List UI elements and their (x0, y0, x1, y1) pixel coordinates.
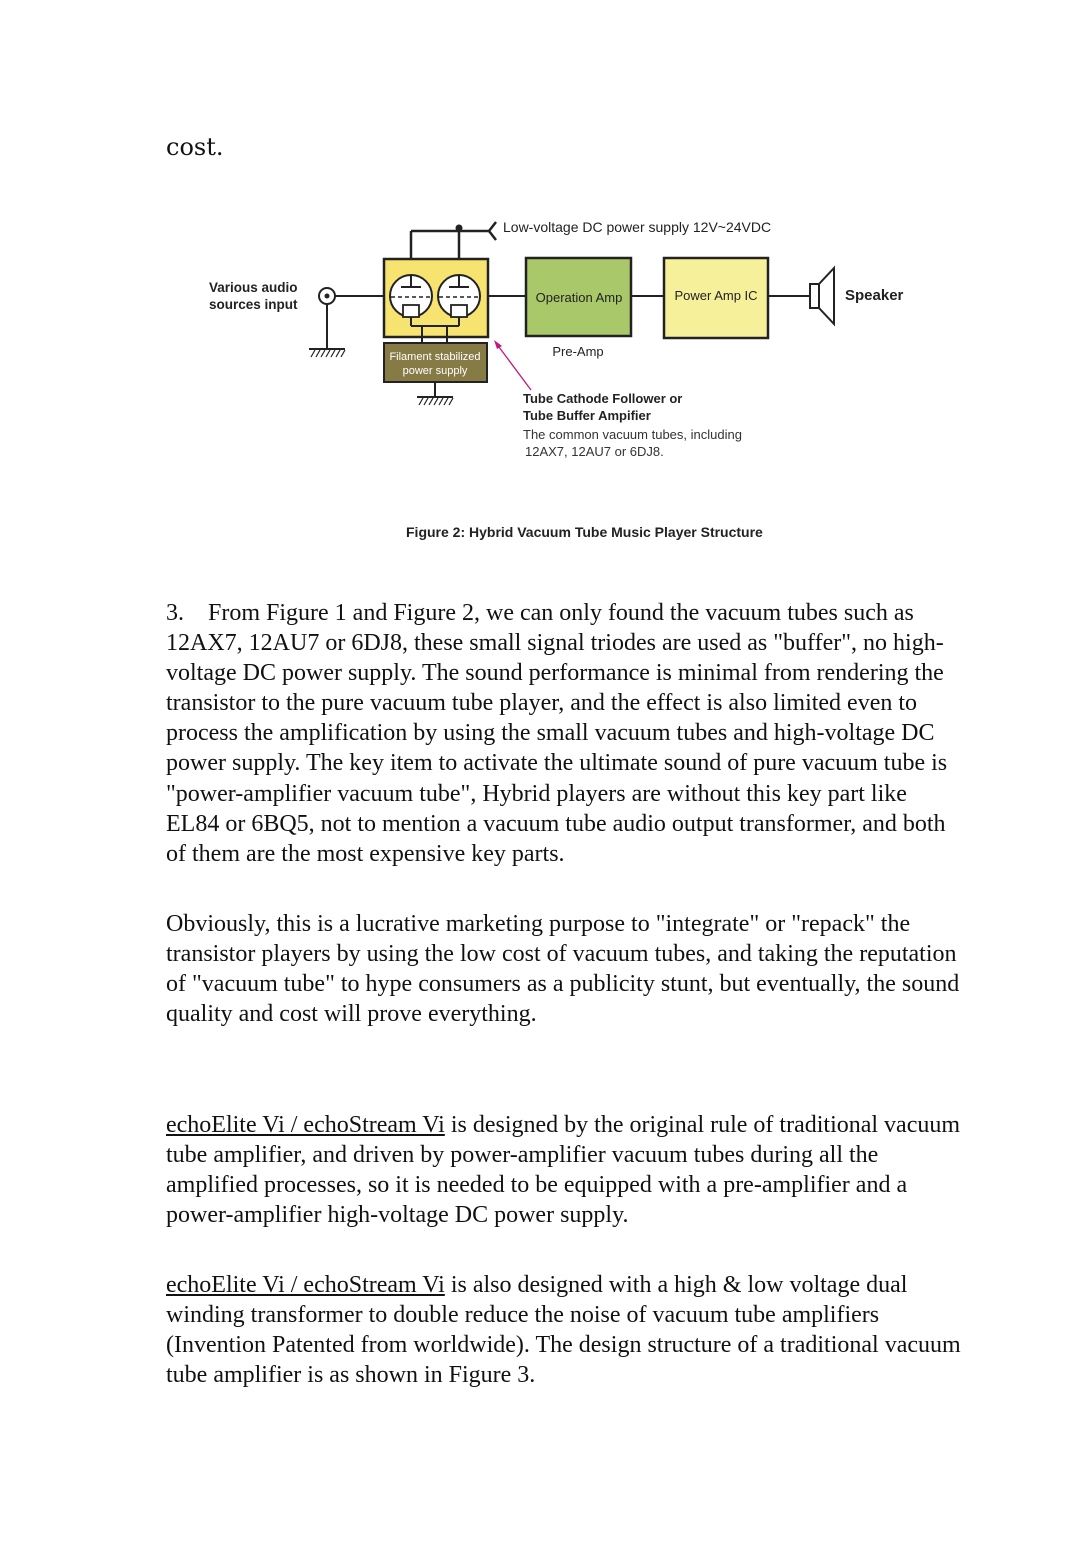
power-amp-label: Power Amp IC (674, 288, 758, 303)
list-number: 3. (166, 600, 184, 626)
input-label-line2: sources input (209, 297, 298, 312)
filament-ground-wiring (417, 382, 453, 397)
low-voltage-label: Low-voltage DC power supply 12V~24VDC (503, 219, 772, 235)
paragraph-6 (166, 1270, 966, 1390)
paragraph-6-text: is also designed with a high & low voltage dual winding transformer to double reduce the noise of vacuum tube amplifiers (Invention Patented from worldwide). The design structure of a traditional vacuum tube amplifier is as shown in Figure 3. (166, 1272, 961, 1389)
product-name-link[interactable]: echoElite Vi / echoStream Vi (166, 1272, 445, 1298)
tube-note-line3: The common vacuum tubes, including (523, 427, 742, 442)
caption-title: Hybrid Vacuum Tube Music Player Structure (465, 524, 763, 540)
input-jack-icon (319, 288, 335, 304)
tube-note-line4: 12AX7, 12AU7 or 6DJ8. (525, 444, 664, 459)
vacuum-tube-icon (438, 275, 480, 317)
filament-label-line2: power supply (402, 365, 468, 377)
vacuum-tube-icon (390, 275, 432, 317)
junction-dot (456, 225, 463, 232)
speaker-label: Speaker (845, 287, 904, 304)
ground-symbol-icon (311, 350, 345, 357)
paragraph-5-text: is designed by the original rule of traditional vacuum tube amplifier, and driven by power-amplifier vacuum tubes during all the amplified processes, so it is needed to be equipped with a pre-amplifier and a power-amplifier high-voltage DC power supply. (166, 1112, 961, 1229)
caption-label: Figure 2: (406, 524, 466, 540)
speaker-icon (810, 268, 834, 324)
input-ground-wiring (309, 296, 384, 349)
input-label-line1: Various audio (209, 280, 298, 295)
figure-2-diagram (0, 200, 1092, 560)
preamp-label: Pre-Amp (552, 344, 604, 359)
annotation-arrow (494, 340, 531, 390)
tube-note-line2: Tube Buffer Ampifier (523, 408, 651, 423)
figure-caption (406, 524, 763, 540)
filament-label-line1: Filament stabilized (389, 351, 481, 363)
op-amp-label: Operation Amp (535, 290, 623, 305)
paragraph-3-text: From Figure 1 and Figure 2, we can only found the vacuum tubes such as 12AX7, 12AU7 or 6DJ8, these small signal triodes are used as "buffer", no high-voltage DC power supply. The sound performance is minimal from rendering the transistor to the pure vacuum tube player, and the effect is also limited even to process the amplification by using the small vacuum tubes and high-voltage DC power supply. The key item to activate the ultimate sound of pure vacuum tube is "power-amplifier vacuum tube", Hybrid players are without this key part like EL84 or 6BQ5, not to mention a vacuum tube audio output transformer, and both of them are the most expensive key parts. (166, 600, 948, 867)
product-name-link[interactable]: echoElite Vi / echoStream Vi (166, 1112, 445, 1138)
paragraph-3 (166, 598, 966, 869)
tube-note-line1: Tube Cathode Follower or (523, 391, 683, 406)
paragraph-4: Obviously, this is a lucrative marketing purpose to "integrate" or "repack" the transistor players by using the low cost of vacuum tubes, and taking the reputation of "vacuum tube" to hype consumers as a publicity stunt, but eventually, the sound quality and cost will prove everything. (166, 911, 960, 1028)
paragraph-5 (166, 1110, 966, 1230)
page-continuation-text: cost. (166, 133, 224, 161)
ground-symbol-icon (419, 398, 453, 405)
